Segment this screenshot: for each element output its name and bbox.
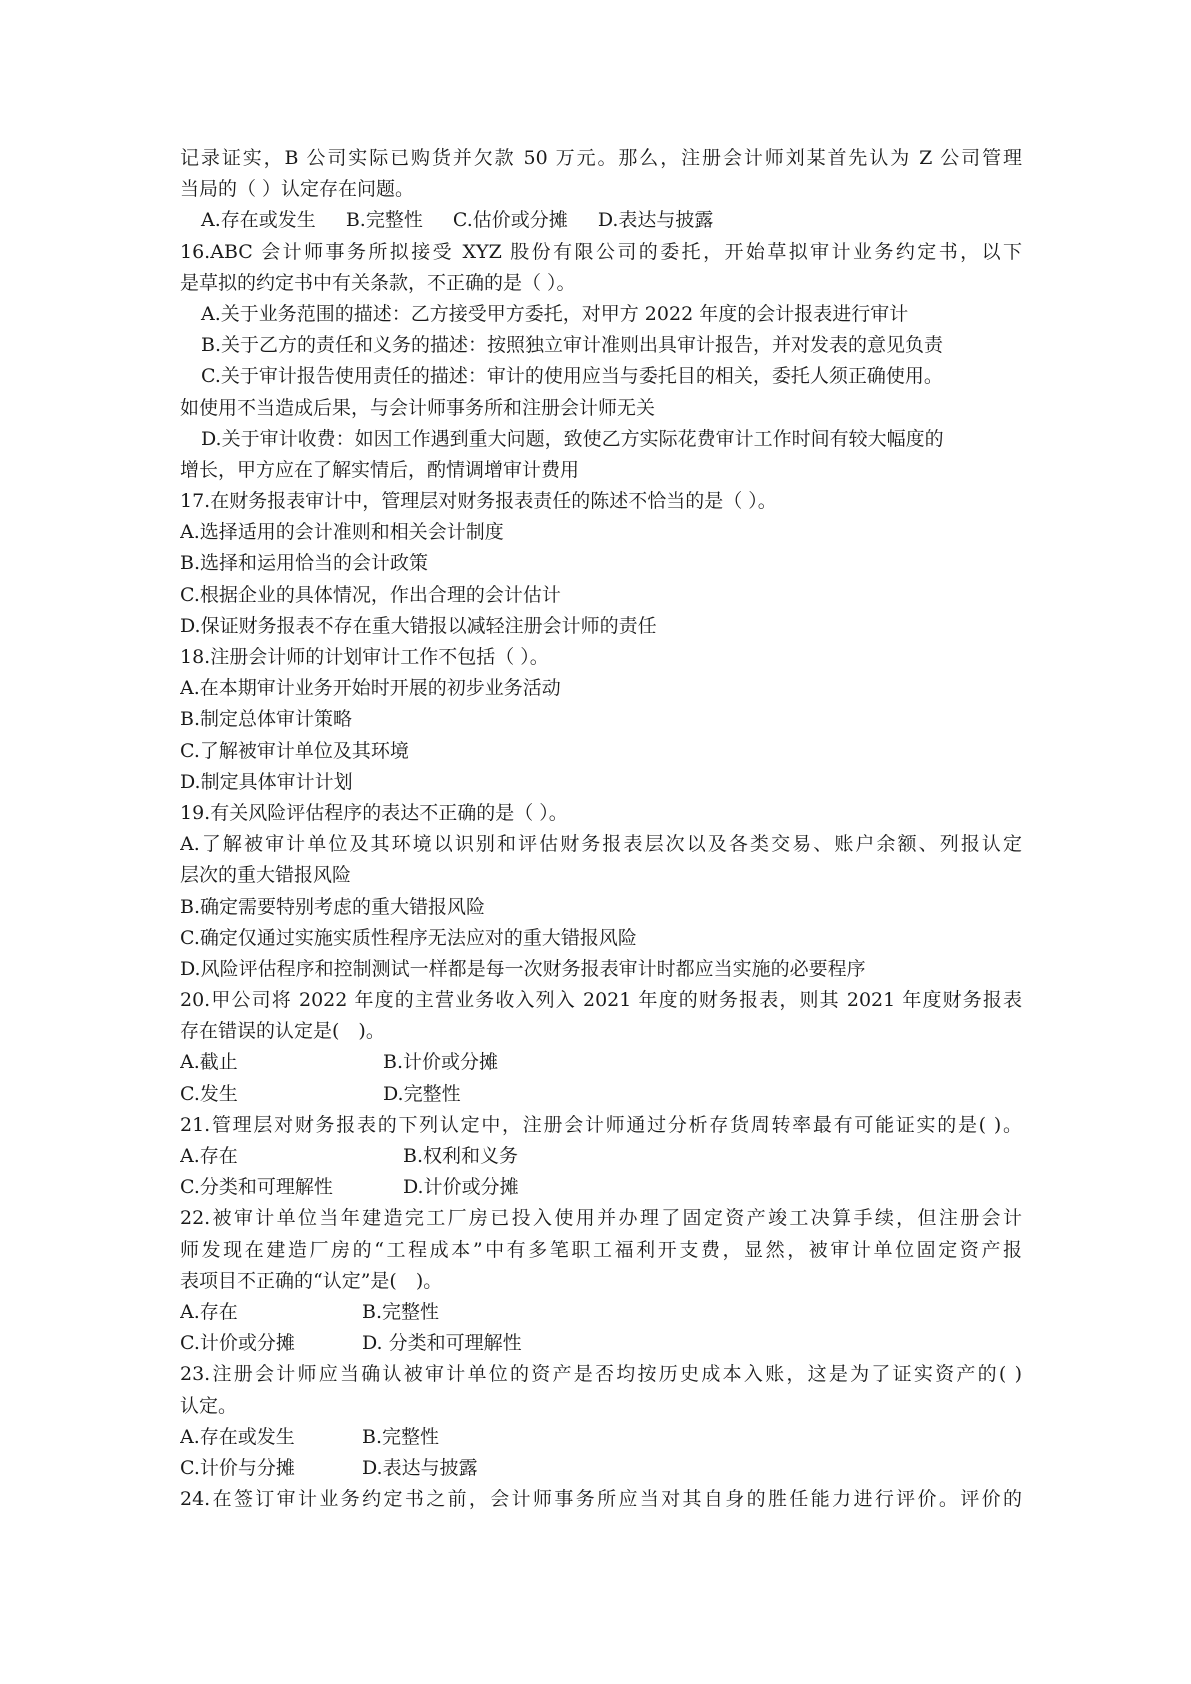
q18-option-c: C.了解被审计单位及其环境	[180, 739, 409, 762]
q16-option-c-line-2: 如使用不当造成后果，与会计师事务所和注册会计师无关	[180, 396, 656, 419]
q19-stem: 19.有关风险评估程序的表达不正确的是（ ）。	[180, 801, 568, 824]
q21-options-row-1	[180, 1141, 1022, 1172]
q22-stem-line-1: 22.被审计单位当年建造完工厂房已投入使用并办理了固定资产竣工决算手续，但注册会计	[180, 1207, 1022, 1230]
q17-option-c: C.根据企业的具体情况，作出合理的会计估计	[180, 583, 561, 606]
q15-option-d: D.表达与披露	[597, 209, 714, 232]
q23-options-row-2	[180, 1453, 1022, 1484]
q22-option-c: C.计价或分摊	[180, 1332, 295, 1355]
q18-option-d: D.制定具体审计计划	[180, 770, 353, 793]
q20-options-row-1	[180, 1047, 1022, 1078]
q22-option-d: D. 分类和可理解性	[362, 1332, 522, 1355]
q22-option-b: B.完整性	[362, 1300, 440, 1323]
q23-option-b: B.完整性	[362, 1425, 440, 1448]
q15-stem-line-1: 记录证实，B 公司实际已购货并欠款 50 万元。那么，注册会计师刘某首先认为 Z 公司管理	[180, 147, 1022, 169]
q19-option-a-line-2: 层次的重大错报风险	[180, 864, 352, 887]
q16-option-b: B.关于乙方的责任和义务的描述：按照独立审计准则出具审计报告，并对发表的意见负责	[201, 334, 944, 357]
q19-option-d: D.风险评估程序和控制测试一样都是每一次财务报表审计时都应当实施的必要程序	[180, 957, 866, 980]
q15-option-c: C.估价或分摊	[452, 209, 568, 232]
q23-option-d: D.表达与披露	[362, 1456, 478, 1479]
q18-option-b: B.制定总体审计策略	[180, 708, 353, 731]
q22-option-a: A.存在	[180, 1300, 238, 1323]
q17-option-d: D.保证财务报表不存在重大错报以减轻注册会计师的责任	[180, 614, 657, 637]
q23-option-a: A.存在或发生	[180, 1425, 295, 1448]
q17-option-a: A.选择适用的会计准则和相关会计制度	[180, 521, 504, 544]
q16-option-d-line-1: D.关于审计收费：如因工作遇到重大问题，致使乙方实际花费审计工作时间有较大幅度的	[201, 427, 944, 450]
q24-stem-line-1: 24.在签订审计业务约定书之前，会计师事务所应当对其自身的胜任能力进行评价。评价的	[180, 1488, 1022, 1511]
q21-stem: 21.管理层对财务报表的下列认定中，注册会计师通过分析存货周转率最有可能证实的是( )。	[180, 1113, 1022, 1136]
q22-stem-line-2: 师发现在建造厂房的“工程成本”中有多笔职工福利开支费，显然，被审计单位固定资产报	[180, 1238, 1022, 1261]
q15-option-a: A.存在或发生	[201, 209, 316, 232]
q15-options	[180, 205, 1022, 236]
q19-option-c: C.确定仅通过实施实质性程序无法应对的重大错报风险	[180, 926, 637, 949]
q22-stem-line-3: 表项目不正确的“认定”是( )。	[180, 1269, 443, 1292]
q21-option-a: A.存在	[180, 1145, 238, 1167]
q19-option-b: B.确定需要特别考虑的重大错报风险	[180, 895, 486, 918]
q23-options-row-1	[180, 1422, 1022, 1453]
q17-option-b: B.选择和运用恰当的会计政策	[180, 552, 429, 575]
q21-option-c: C.分类和可理解性	[180, 1176, 333, 1199]
q17-stem: 17.在财务报表审计中，管理层对财务报表责任的陈述不恰当的是（ ）。	[180, 490, 777, 513]
q22-options-row-1	[180, 1297, 1022, 1328]
q23-option-c: C.计价与分摊	[180, 1456, 295, 1479]
q18-option-a: A.在本期审计业务开始时开展的初步业务活动	[180, 677, 561, 700]
q22-options-row-2	[180, 1328, 1022, 1359]
q23-stem-line-1: 23.注册会计师应当确认被审计单位的资产是否均按历史成本入账，这是为了证实资产的( )	[180, 1363, 1022, 1386]
q16-option-a: A.关于业务范围的描述：乙方接受甲方委托，对甲方 2022 年度的会计报表进行审计	[201, 302, 909, 325]
q21-option-d: D.计价或分摊	[403, 1176, 519, 1199]
document-page	[180, 143, 1022, 1515]
q15-option-b: B.完整性	[345, 209, 423, 232]
q21-options-row-2	[180, 1172, 1022, 1203]
q16-stem-line-1: 16.ABC 会计师事务所拟接受 XYZ 股份有限公司的委托，开始草拟审计业务约定书，以下	[180, 240, 1022, 263]
q23-stem-line-2: 认定。	[180, 1394, 238, 1417]
q20-option-d: D.完整性	[383, 1082, 461, 1105]
q16-stem-line-2: 是草拟的约定书中有关条款，不正确的是（ ）。	[180, 271, 576, 294]
q20-option-b: B.计价或分摊	[383, 1051, 499, 1074]
q20-option-a: A.截止	[180, 1051, 238, 1074]
q16-option-d-line-2: 增长，甲方应在了解实情后，酌情调增审计费用	[180, 458, 580, 481]
q20-option-c: C.发生	[180, 1082, 238, 1105]
q20-options-row-2	[180, 1079, 1022, 1110]
q20-stem-line-2: 存在错误的认定是( )。	[180, 1020, 385, 1043]
q16-option-c-line-1: C.关于审计报告使用责任的描述：审计的使用应当与委托目的相关，委托人须正确使用。	[201, 365, 943, 388]
q18-stem: 18.注册会计师的计划审计工作不包括（ ）。	[180, 646, 549, 668]
q21-option-b: B.权利和义务	[403, 1145, 519, 1167]
q20-stem-line-1: 20.甲公司将 2022 年度的主营业务收入列入 2021 年度的财务报表，则其 2021 年度财务报表	[180, 989, 1022, 1012]
q15-stem-line-2: 当局的（ ）认定存在问题。	[180, 178, 415, 201]
q19-option-a-line-1: A.了解被审计单位及其环境以识别和评估财务报表层次以及各类交易、账户余额、列报认定	[180, 833, 1022, 856]
